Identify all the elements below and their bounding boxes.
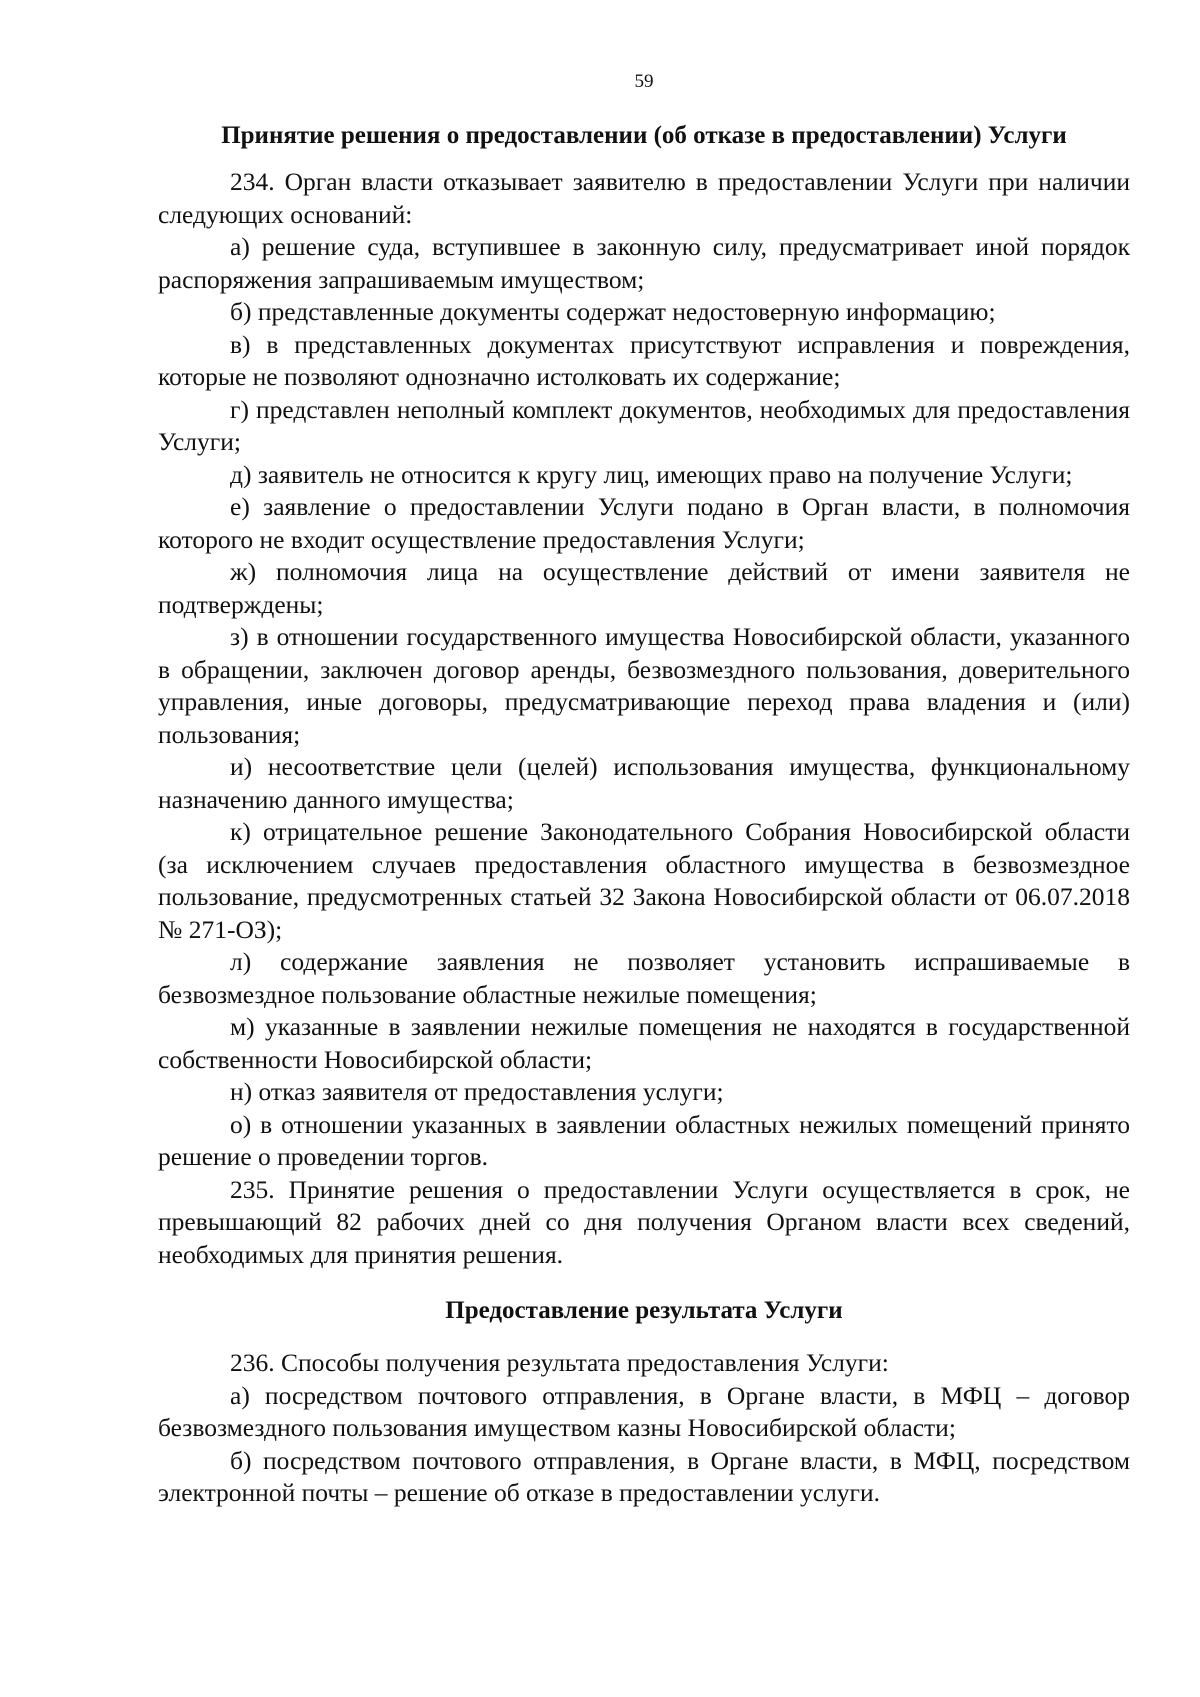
list-item-o: о) в отношении указанных в заявлении областных нежилых помещений принято решение о проведении торгов. bbox=[158, 1109, 1130, 1171]
paragraph-236: 236. Способы получения результата предоставления Услуги: bbox=[230, 1348, 889, 1377]
list-item-v: в) в представленных документах присутствуют исправления и повреждения, которые не позволяют однозначно истолковать их содержание; bbox=[158, 329, 1130, 391]
paragraph-235: 235. Принятие решения о предоставлении Услуги осуществляется в срок, не превышающий 82 рабочих дней со дня получения Органом власти всех сведений, необходимых для принятия решения. bbox=[158, 1174, 1130, 1269]
result-item-a: а) посредством почтового отправления, в Органе власти, в МФЦ – договор безвозмездного пользования имуществом казны Новосибирской области; bbox=[158, 1380, 1130, 1442]
list-item-n: н) отказ заявителя от предоставления услуги; bbox=[230, 1077, 724, 1106]
list-item-k: к) отрицательное решение Законодательного Собрания Новосибирской области (за исключением случаев предоставления областного имущества в безвозмездное пользование, предусмотренных статьей 32 Закона Новосибирской области от 06.07.2018 № 271-ОЗ); bbox=[158, 817, 1130, 944]
list-item-m: м) указанные в заявлении нежилые помещения не находятся в государственной собственности Новосибирской области; bbox=[158, 1012, 1130, 1074]
list-item-l: л) содержание заявления не позволяет установить испрашиваемые в безвозмездное пользование областные нежилые помещения; bbox=[158, 947, 1130, 1009]
list-item-g: г) представлен неполный комплект документов, необходимых для предоставления Услуги; bbox=[158, 394, 1130, 456]
list-item-zh: ж) полномочия лица на осуществление действий от имени заявителя не подтверждены; bbox=[158, 557, 1130, 619]
list-item-d: д) заявитель не относится к кругу лиц, имеющих право на получение Услуги; bbox=[230, 459, 1073, 489]
list-item-a: а) решение суда, вступившее в законную силу, предусматривает иной порядок распоряжения запрашиваемым имуществом; bbox=[158, 232, 1130, 294]
document-page bbox=[158, 60, 1130, 1510]
list-item-e: е) заявление о предоставлении Услуги подано в Орган власти, в полномочия которого не входит осуществление предоставления Услуги; bbox=[158, 492, 1130, 554]
section-heading-decision: Принятие решения о предоставлении (об отказе в предоставлении) Услуги bbox=[221, 122, 1067, 149]
paragraph-234: 234. Орган власти отказывает заявителю в предоставлении Услуги при наличии следующих оснований: bbox=[158, 167, 1130, 229]
page-number: 59 bbox=[634, 71, 654, 92]
list-item-b: б) представленные документы содержат недостоверную информацию; bbox=[230, 297, 996, 326]
section-heading-result: Предоставление результата Услуги bbox=[445, 1297, 843, 1324]
result-item-b: б) посредством почтового отправления, в Органе власти, в МФЦ, посредством электронной почты – решение об отказе в предоставлении услуги. bbox=[158, 1445, 1130, 1507]
list-item-i: и) несоответствие цели (целей) использования имущества, функциональному назначению данного имущества; bbox=[158, 752, 1130, 814]
list-item-z: з) в отношении государственного имущества Новосибирской области, указанного в обращении, заключен договор аренды, безвозмездного пользования, доверительного управления, иные договоры, предусматривающие переход права владения и (или) пользования; bbox=[158, 622, 1130, 749]
